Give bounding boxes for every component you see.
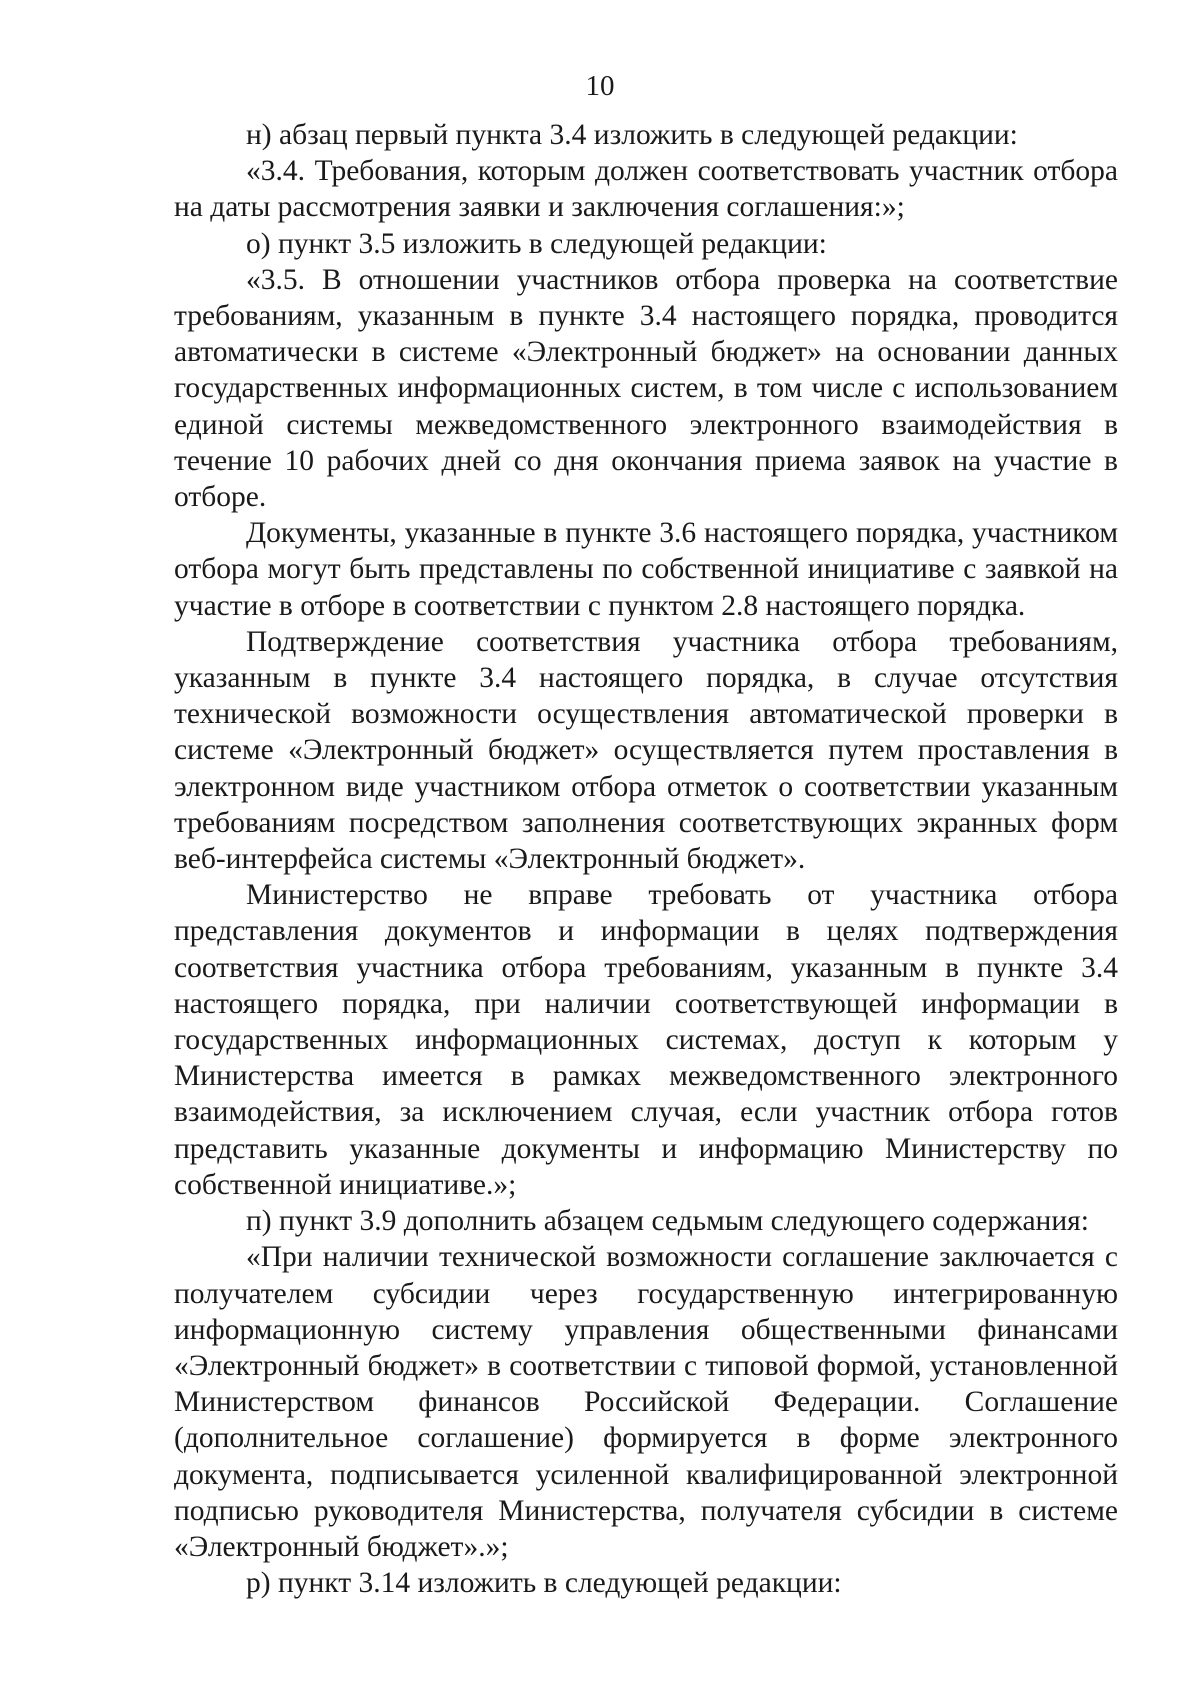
- paragraph-quote-agreement: «При наличии технической возможности соглашение заключается с получателем субсидии через государственную интегрированную информационную систему управления общественными финансами «Электронный бюджет» в соответствии с типовой формой, установленной Министерством финансов Российской Федерации. Соглашение (дополнительное соглашение) формируется в форме электронного документа, подписывается усиленной квалифицированной электронной подписью руководителя Министерства, получателя субсидии в системе «Электронный бюджет».»;: [174, 1241, 1118, 1563]
- paragraph-item-p: п) пункт 3.9 дополнить абзацем седьмым следующего содержания:: [246, 1205, 1089, 1238]
- page-number: 10: [585, 70, 615, 102]
- document-body: [174, 117, 1118, 1601]
- paragraph-item-o: о) пункт 3.5 изложить в следующей редакции:: [246, 227, 827, 260]
- paragraph-quote-3-4: «3.4. Требования, которым должен соответствовать участник отбора на даты рассмотрения заявки и заключения соглашения:»;: [174, 155, 1118, 224]
- paragraph-documents: Документы, указанные в пункте 3.6 настоящего порядка, участником отбора могут быть представлены по собственной инициативе с заявкой на участие в отборе в соответствии с пунктом 2.8 настоящего порядка.: [174, 517, 1118, 622]
- paragraph-quote-3-5: «3.5. В отношении участников отбора проверка на соответствие требованиям, указанным в пункте 3.4 настоящего порядка, проводится автоматически в системе «Электронный бюджет» на основании данных государственных информационных систем, в том числе с использованием единой системы межведомственного электронного взаимодействия в течение 10 рабочих дней со дня окончания приема заявок на участие в отборе.: [174, 263, 1118, 514]
- paragraph-item-r: р) пункт 3.14 изложить в следующей редакции:: [246, 1567, 842, 1600]
- paragraph-ministry: Министерство не вправе требовать от участника отбора представления документов и информации в целях подтверждения соответствия участника отбора требованиям, указанным в пункте 3.4 настоящего порядка, при наличии соответствующей информации в государственных информационных системах, доступ к которым у Министерства имеется в рамках межведомственного электронного взаимодействия, за исключением случая, если участник отбора готов представить указанные документы и информацию Министерству по собственной инициативе.»;: [174, 879, 1118, 1201]
- paragraph-item-n: н) абзац первый пункта 3.4 изложить в следующей редакции:: [246, 119, 1018, 151]
- paragraph-confirmation: Подтверждение соответствия участника отбора требованиям, указанным в пункте 3.4 настоящего порядка, в случае отсутствия технической возможности осуществления автоматической проверки в системе «Электронный бюджет» осуществляется путем проставления в электронном виде участником отбора отметок о соответствии указанным требованиям посредством заполнения соответствующих экранных форм веб-интерфейса системы «Электронный бюджет».: [174, 625, 1118, 876]
